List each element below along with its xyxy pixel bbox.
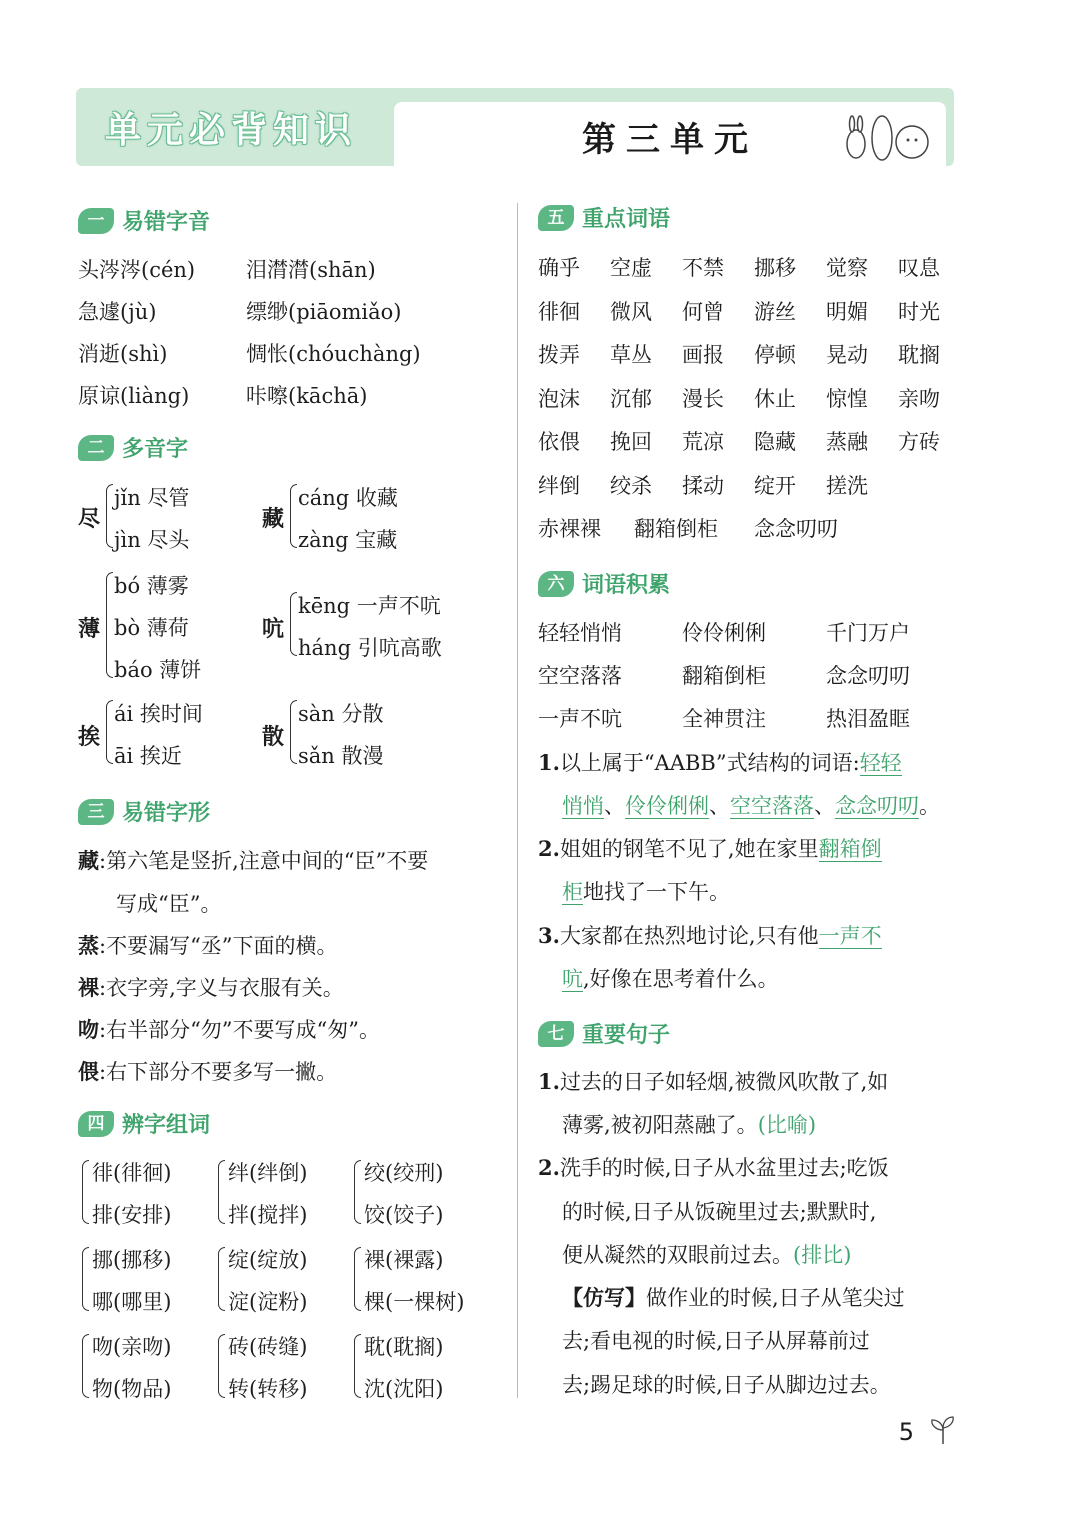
key-word: 依偎	[538, 430, 580, 454]
glyph-note-1	[78, 845, 428, 875]
unit-banner	[76, 88, 954, 166]
poly-reading: bò 薄荷	[114, 616, 189, 640]
poly-reading: cáng 收藏	[298, 486, 398, 510]
key-word: 亲吻	[898, 386, 940, 411]
poly-reading: sàn 分散	[298, 702, 384, 726]
glyph-char: 裸	[78, 975, 99, 1000]
word-group-item: 耽(耽搁)	[364, 1335, 444, 1359]
brace	[106, 572, 113, 678]
brace	[290, 484, 297, 548]
section-title: 辨字组词	[122, 1113, 211, 1138]
word-group-item: 挪(挪移)	[92, 1248, 172, 1272]
s-text: 薄雾,被初阳蒸融了。	[562, 1113, 758, 1137]
q-num: 2.	[538, 836, 560, 861]
word-group-item: 物(物品)	[92, 1377, 172, 1401]
key-word: 翻箱倒柜	[634, 517, 718, 541]
key-word: 拨弄	[538, 343, 580, 367]
sprout-icon	[926, 1412, 960, 1446]
key-word: 隐藏	[754, 430, 796, 454]
poly-reading: āi 挨近	[114, 744, 182, 768]
q-answer: 翻箱倒	[818, 837, 882, 861]
pron-left-4: 原谅(liàng)	[78, 384, 190, 408]
key-word: 游丝	[754, 299, 796, 324]
accum-word: 轻轻悄悄	[538, 621, 622, 645]
brace	[354, 1334, 361, 1398]
imitation-label: 【仿写】	[562, 1285, 646, 1310]
key-word: 揉动	[682, 473, 724, 498]
brace	[106, 484, 113, 548]
pron-right-4: 咔嚓(kāchā)	[246, 384, 368, 408]
accum-word: 翻箱倒柜	[682, 664, 766, 688]
q-text: 以上属于“AABB”式结构的词语:	[559, 751, 860, 775]
poly-reading: ái 挨时间	[114, 702, 203, 726]
key-word: 晃动	[826, 343, 868, 367]
sentence-1-cont	[562, 1109, 816, 1139]
section-number: 一	[78, 208, 114, 234]
section-number: 四	[78, 1111, 114, 1137]
key-word: 蒸融	[826, 430, 868, 454]
brace	[218, 1160, 225, 1224]
key-word: 确乎	[538, 256, 580, 280]
s-text: 做作业的时候,日子从笔尖过	[646, 1286, 905, 1310]
word-group-item: 淀(淀粉)	[228, 1290, 308, 1314]
section-number: 三	[78, 799, 114, 825]
word-group-item: 吻(亲吻)	[92, 1335, 172, 1359]
key-word: 绞杀	[610, 473, 652, 498]
brace	[218, 1334, 225, 1398]
word-group-item: 绊(绊倒)	[228, 1161, 308, 1185]
key-word: 挽回	[610, 430, 652, 454]
banner-label: 单元必背知识	[104, 109, 357, 151]
word-group-item: 徘(徘徊)	[92, 1161, 172, 1185]
pron-right-2: 缥缈(piāomiǎo)	[246, 300, 402, 324]
q-answer: 柜	[562, 880, 583, 904]
poly-char-ai: 挨	[78, 724, 101, 750]
key-word: 赤裸裸	[538, 517, 601, 541]
glyph-text: :衣字旁,字义与衣服有关。	[99, 976, 344, 1000]
q-text: 大家都在热烈地讨论,只有他	[559, 924, 819, 948]
section-title: 重点词语	[582, 207, 671, 232]
glyph-char: 偎	[78, 1059, 99, 1084]
pron-left-1: 头涔涔(cén)	[78, 258, 196, 282]
poly-char-hang: 吭	[262, 616, 285, 642]
brace	[354, 1247, 361, 1311]
q-answer: 一声不	[818, 924, 882, 948]
word-group-item: 绞(绞刑)	[364, 1161, 444, 1185]
unit-title: 第三单元	[582, 120, 758, 160]
q-answer: 念念叨叨	[835, 794, 919, 818]
accum-word: 伶伶俐俐	[682, 621, 766, 645]
word-group-item: 转(转移)	[228, 1377, 308, 1401]
s-tag: (比喻)	[757, 1113, 817, 1137]
key-word: 沉郁	[610, 386, 652, 411]
section-header-5	[538, 202, 670, 233]
glyph-note-3	[78, 972, 344, 1002]
q-answer: 轻轻	[859, 751, 902, 775]
poly-char-jin: 尽	[78, 506, 101, 532]
key-word: 叹息	[898, 256, 940, 280]
section-header-3	[78, 796, 210, 827]
section-title: 易错字音	[122, 210, 211, 235]
poly-reading: báo 薄饼	[114, 658, 202, 682]
question-3	[538, 920, 882, 950]
pron-left-2: 急遽(jù)	[78, 300, 157, 324]
poly-reading: háng 引吭高歌	[298, 636, 442, 660]
glyph-text: :右半部分“勿”不要写成“匆”。	[99, 1018, 381, 1042]
s-text: 洗手的时候,日子从水盆里过去;吃饭	[559, 1156, 889, 1180]
page-number: 5	[898, 1418, 914, 1446]
q-answer: 悄悄	[562, 794, 604, 818]
brace	[82, 1334, 89, 1398]
s-num: 2.	[538, 1155, 560, 1180]
section-title: 易错字形	[122, 801, 211, 826]
key-word: 徘徊	[538, 299, 580, 324]
key-word: 空虚	[610, 256, 652, 280]
question-1-cont: 悄悄、伶伶俐俐、空空落落、念念叨叨。	[562, 794, 940, 818]
pron-right-1: 泪潸潸(shān)	[246, 258, 376, 282]
section-title: 词语积累	[582, 573, 671, 598]
key-word: 时光	[898, 299, 940, 324]
q-end: ,好像在思考着什么。	[583, 967, 779, 991]
imitation	[562, 1282, 905, 1312]
key-word: 何曾	[682, 299, 724, 324]
key-word: 绊倒	[538, 473, 580, 498]
imitation-cont2: 去;踢足球的时候,日子从脚边过去。	[562, 1373, 891, 1397]
brace	[106, 700, 113, 764]
section-number: 六	[538, 571, 574, 597]
section-header-2	[78, 432, 188, 463]
poly-reading: jǐn 尽管	[114, 486, 190, 510]
accum-word: 空空落落	[538, 664, 622, 688]
q-end: 。	[919, 794, 940, 818]
word-group-item: 裸(裸露)	[364, 1248, 444, 1272]
poly-char-san: 散	[262, 724, 285, 750]
poly-reading: kēng 一声不吭	[298, 594, 441, 618]
key-word: 不禁	[682, 256, 724, 280]
q-end: 地找了一下午。	[583, 880, 730, 904]
section-title: 多音字	[122, 437, 189, 462]
q-text: 姐姐的钢笔不见了,她在家里	[559, 837, 819, 861]
question-2-cont	[562, 876, 730, 906]
q-answer: 伶伶俐俐	[625, 794, 709, 818]
question-2	[538, 833, 882, 863]
q-num: 1.	[538, 750, 560, 775]
question-3-cont	[562, 963, 779, 993]
key-word: 微风	[610, 299, 652, 324]
key-word: 觉察	[826, 256, 868, 280]
glyph-char: 藏	[78, 848, 99, 873]
glyph-note-1-cont: 写成“臣”。	[116, 892, 222, 916]
pron-right-3: 惆怅(chóuchàng)	[246, 342, 421, 366]
brace	[82, 1247, 89, 1311]
word-group-item: 绽(绽放)	[228, 1248, 308, 1272]
section-header-4	[78, 1108, 210, 1139]
key-word: 休止	[754, 386, 796, 411]
key-word: 草丛	[610, 343, 652, 367]
key-word: 惊惶	[826, 386, 868, 411]
q-num: 3.	[538, 923, 560, 948]
key-word: 停顿	[754, 343, 796, 367]
poly-reading: zàng 宝藏	[298, 528, 398, 552]
glyph-text: :不要漏写“丞”下面的横。	[99, 934, 338, 958]
word-group-item: 沈(沈阳)	[364, 1377, 444, 1401]
section-number: 五	[538, 205, 574, 231]
sentence-1	[538, 1066, 888, 1096]
poly-char-bao: 薄	[78, 616, 101, 642]
word-group-item: 排(安排)	[92, 1203, 172, 1227]
accum-word: 念念叨叨	[826, 664, 910, 688]
s-text: 便从凝然的双眼前过去。	[562, 1243, 793, 1267]
sentence-2-cont2	[562, 1239, 851, 1269]
brace	[354, 1160, 361, 1224]
brace	[290, 592, 297, 656]
glyph-note-5	[78, 1056, 337, 1086]
banner-title-box	[394, 102, 946, 166]
key-word: 泡沫	[538, 386, 580, 411]
section-number: 七	[538, 1021, 574, 1047]
accum-word: 全神贯注	[682, 707, 766, 731]
accum-word: 热泪盈眶	[826, 707, 910, 731]
section-number: 二	[78, 435, 114, 461]
word-group-item: 哪(哪里)	[92, 1290, 172, 1314]
brace	[290, 700, 297, 764]
key-word: 画报	[682, 343, 724, 367]
sentence-2-cont: 的时候,日子从饭碗里过去;默默时,	[562, 1200, 877, 1224]
brace	[218, 1247, 225, 1311]
poly-reading: bó 薄雾	[114, 574, 189, 598]
word-group-item: 饺(饺子)	[364, 1203, 444, 1227]
question-1	[538, 747, 902, 777]
glyph-note-4	[78, 1014, 380, 1044]
column-divider	[517, 203, 518, 1398]
key-word: 荒凉	[682, 430, 724, 454]
s-text: 过去的日子如轻烟,被微风吹散了,如	[559, 1070, 889, 1094]
q-answer: 空空落落	[730, 794, 814, 818]
poly-reading: jìn 尽头	[114, 528, 190, 552]
accum-word: 一声不吭	[538, 707, 622, 731]
section-header-7	[538, 1018, 670, 1049]
section-header-1	[78, 205, 210, 236]
section-title: 重要句子	[582, 1023, 671, 1048]
key-word: 念念叨叨	[754, 517, 838, 541]
word-group-item: 砖(砖缝)	[228, 1335, 308, 1359]
mascot-icon	[838, 106, 938, 164]
q-answer: 吭	[562, 967, 583, 991]
word-group-item: 棵(一棵树)	[364, 1290, 465, 1314]
section-header-6	[538, 568, 670, 599]
word-group-item: 拌(搅拌)	[228, 1203, 308, 1227]
poly-reading: sǎn 散漫	[298, 744, 384, 768]
key-word: 明媚	[826, 299, 868, 324]
glyph-char: 吻	[78, 1017, 99, 1042]
s-num: 1.	[538, 1069, 560, 1094]
glyph-text: :第六笔是竖折,注意中间的“臣”不要	[99, 849, 429, 873]
glyph-text: :右下部分不要多写一撇。	[99, 1060, 338, 1084]
pron-left-3: 消逝(shì)	[78, 342, 168, 366]
poly-char-cang: 藏	[262, 506, 285, 532]
brace	[82, 1160, 89, 1224]
glyph-char: 蒸	[78, 933, 99, 958]
key-word: 方砖	[898, 430, 940, 454]
accum-word: 千门万户	[826, 621, 910, 645]
glyph-note-2	[78, 930, 338, 960]
imitation-cont: 去;看电视的时候,日子从屏幕前过	[562, 1329, 870, 1353]
key-word: 搓洗	[826, 473, 868, 498]
sentence-2	[538, 1152, 889, 1182]
key-word: 漫长	[682, 386, 724, 411]
key-word: 挪移	[754, 256, 796, 280]
s-tag: (排比)	[793, 1243, 852, 1267]
key-word: 耽搁	[898, 343, 940, 367]
key-word: 绽开	[754, 473, 796, 498]
